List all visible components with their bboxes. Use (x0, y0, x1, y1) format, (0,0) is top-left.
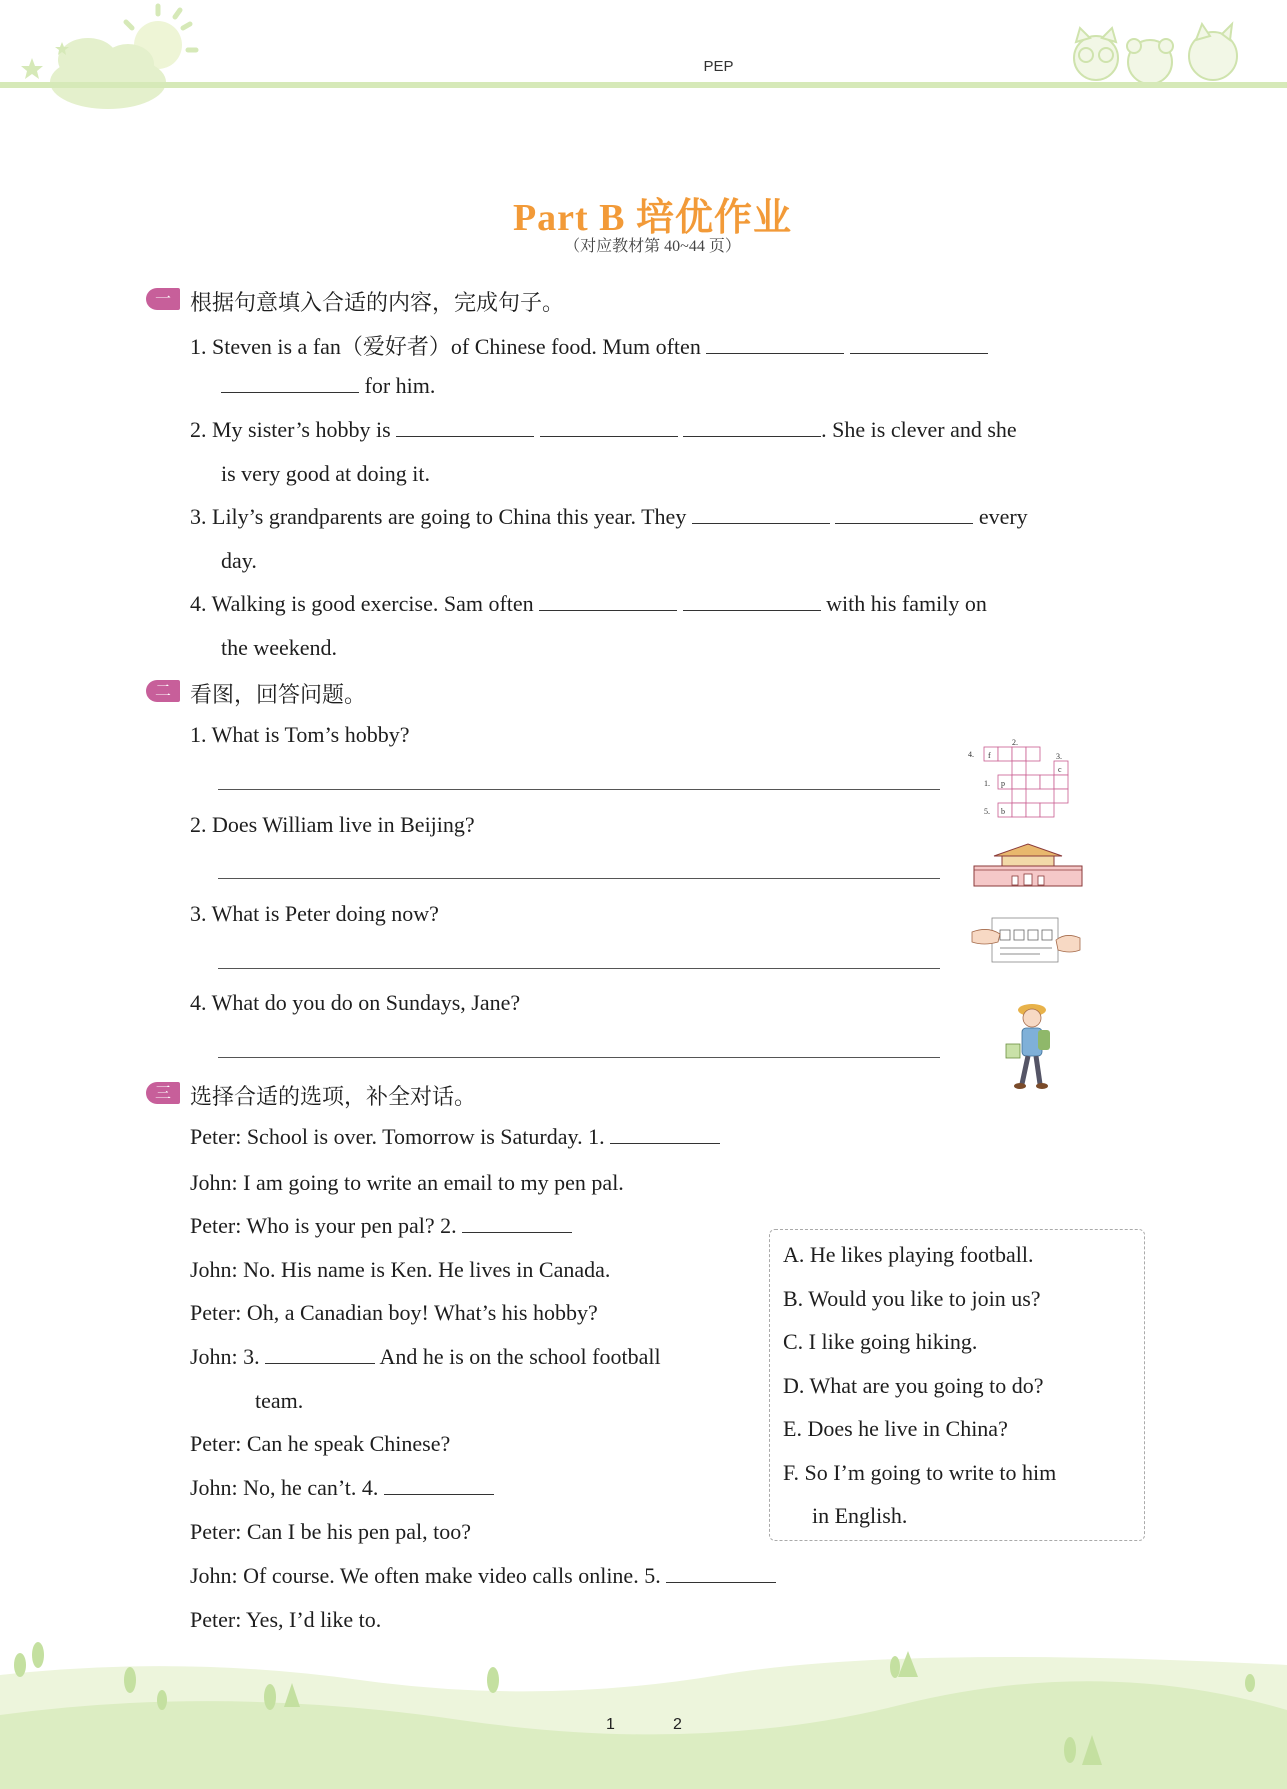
answer-blank[interactable] (683, 418, 821, 437)
answer-blank[interactable] (265, 1345, 375, 1364)
section-title-2: 看图，回答问题。 (190, 683, 367, 708)
page-number-right: 2 (673, 1716, 682, 1733)
s2-question-3: 3. What is Peter doing now? (190, 901, 439, 926)
dialogue-line-1 (190, 1124, 720, 1150)
page-subtitle: （对应教材第 40~44 页） (564, 238, 741, 255)
crossword-letter: f (988, 751, 991, 760)
option-e: E. Does he live in China? (783, 1416, 1008, 1441)
s2-question-1: 1. What is Tom’s hobby? (190, 722, 410, 747)
s1-q4-line-a (190, 591, 987, 617)
option-c: C. I like going hiking. (783, 1329, 978, 1354)
option-f: F. So I’m going to write to him (783, 1460, 1057, 1485)
crossword-letter: c (1058, 765, 1062, 774)
section-badge-2: 二 (146, 680, 180, 702)
section-badge-1: 一 (146, 288, 180, 310)
dialogue-text: John: Of course. We often make video calls online. 5. (190, 1563, 661, 1588)
dialogue-line-10 (190, 1563, 776, 1589)
s1-q1-text-end: for him. (364, 373, 436, 398)
hiking-boy-picture (1002, 1000, 1058, 1094)
header-rule (0, 82, 1287, 88)
answer-blank[interactable] (666, 1564, 776, 1583)
dialogue-line-6 (190, 1344, 661, 1370)
answer-blank[interactable] (540, 418, 678, 437)
page-number-left: 1 (606, 1716, 615, 1733)
dialogue-text: Peter: School is over. Tomorrow is Saturday. 1. (190, 1124, 605, 1149)
clue-number: 5. (984, 807, 990, 816)
s2-question-2: 2. Does William live in Beijing? (190, 812, 475, 837)
section-title-1: 根据句意填入合适的内容，完成句子。 (190, 291, 565, 316)
crossword-letter: p (1001, 779, 1005, 788)
answer-blank[interactable] (683, 592, 821, 611)
s2-question-4: 4. What do you do on Sundays, Jane? (190, 990, 521, 1015)
s1-q2-line-b: is very good at doing it. (221, 461, 430, 486)
dialogue-line-3 (190, 1213, 572, 1239)
clue-number: 4. (968, 750, 974, 759)
s1-q3-text: 3. Lily’s grandparents are going to China this year. They (190, 504, 687, 529)
answer-blank[interactable] (850, 335, 988, 354)
answer-blank[interactable] (835, 505, 973, 524)
dialogue-text: Peter: Who is your pen pal? 2. (190, 1213, 457, 1238)
option-d: D. What are you going to do? (783, 1373, 1044, 1398)
s1-q3-line-a (190, 504, 1028, 530)
header-label: PEP (703, 58, 734, 75)
crossword-picture (964, 735, 1074, 825)
dialogue-line-9: Peter: Can I be his pen pal, too? (190, 1519, 472, 1544)
s1-q1-text: 1. Steven is a fan（爱好者）of Chinese food. Mum often (190, 334, 701, 359)
s1-q4-text-end: with his family on (826, 591, 987, 616)
s1-q4-line-b: the weekend. (221, 635, 338, 660)
s1-q4-text: 4. Walking is good exercise. Sam often (190, 591, 534, 616)
option-a: A. He likes playing football. (783, 1242, 1034, 1267)
dialogue-line-4: John: No. His name is Ken. He lives in Canada. (190, 1257, 611, 1282)
option-f-cont: in English. (812, 1503, 908, 1528)
dialogue-line-7: Peter: Can he speak Chinese? (190, 1431, 451, 1456)
s1-q2-line-a (190, 417, 1017, 443)
dialogue-line-8 (190, 1475, 494, 1501)
clue-number: 2. (1012, 738, 1018, 747)
answer-blank[interactable] (610, 1125, 720, 1144)
section-title-3: 选择合适的选项，补全对话。 (190, 1085, 477, 1110)
tiananmen-picture (972, 842, 1084, 888)
option-b: B. Would you like to join us? (783, 1286, 1041, 1311)
answer-line[interactable] (218, 878, 940, 879)
answer-line[interactable] (218, 1057, 940, 1058)
dialogue-text: And he is on the school football (379, 1344, 661, 1369)
dialogue-text: John: No, he can’t. 4. (190, 1475, 379, 1500)
s1-q3-line-b: day. (221, 548, 257, 573)
crossword-letter: b (1001, 807, 1005, 816)
answer-blank[interactable] (539, 592, 677, 611)
dialogue-line-11: Peter: Yes, I’d like to. (190, 1607, 382, 1632)
s1-q1-line-a (190, 330, 988, 361)
s1-q3-text-end: every (978, 504, 1028, 529)
clue-number: 3. (1056, 752, 1062, 761)
answer-blank[interactable] (692, 505, 830, 524)
dialogue-line-2: John: I am going to write an email to my pen pal. (190, 1170, 624, 1195)
answer-line[interactable] (218, 968, 940, 969)
answer-blank[interactable] (384, 1476, 494, 1495)
s1-q2-text-mid: . She is clever and she (821, 417, 1017, 442)
answer-blank[interactable] (706, 335, 844, 354)
dialogue-text: John: 3. (190, 1344, 260, 1369)
answer-blank[interactable] (462, 1214, 572, 1233)
section-badge-3: 三 (146, 1082, 180, 1104)
answer-blank[interactable] (221, 374, 359, 393)
page-title: Part B 培优作业 (512, 197, 793, 239)
dialogue-line-5: Peter: Oh, a Canadian boy! What’s his hobby? (190, 1300, 598, 1325)
clue-number: 1. (984, 779, 990, 788)
answer-blank[interactable] (396, 418, 534, 437)
s1-q2-text: 2. My sister’s hobby is (190, 417, 391, 442)
dialogue-line-6b: team. (255, 1388, 304, 1413)
animal-faces-icon (1074, 24, 1237, 84)
footer-hills (0, 1625, 1287, 1789)
answer-line[interactable] (218, 789, 940, 790)
drawing-hands-picture (970, 912, 1082, 968)
s1-q1-line-b (221, 373, 435, 399)
